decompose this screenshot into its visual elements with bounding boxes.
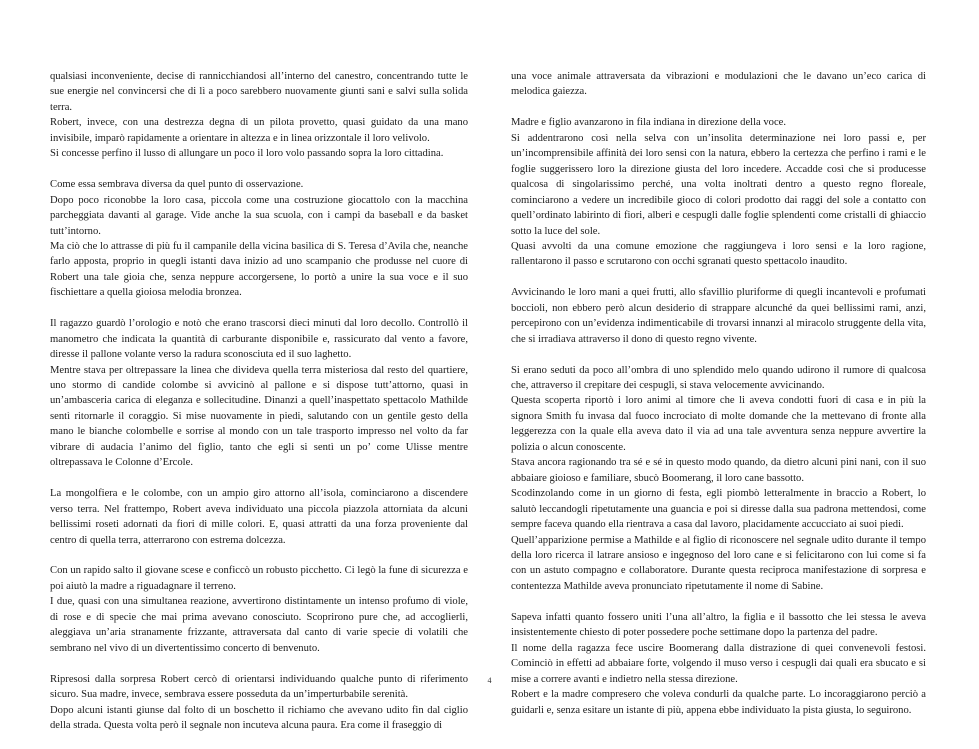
- paragraph: Madre e figlio avanzarono in fila indiana in direzione della voce.: [511, 117, 787, 129]
- paragraph: I due, quasi con una simultanea reazione, avvertirono distintamente un intenso profumo di viole, di rose e di specie che mai prima avevano conosciuto. Scoprirono pure che, ad accoglierli, aleggiava un’aria stranamente frizzante, attraversata dal canto di varie specie di volatili che sembrano nel vivo di un divertentissimo concerto di benvenuto.: [50, 596, 468, 654]
- paragraph: Dopo alcuni istanti giunse dal folto di un boschetto il richiamo che avevano udito fin dal ciglio della strada. Questa volta però il segnale non incuteva alcuna paura. Era come il fraseggio di: [50, 704, 468, 731]
- paragraph: Quasi avvolti da una comune emozione che raggiungeva i loro sensi e la loro ragione, rallentarono il passo e scrutarono con occhi sgranati questo spettacolo inaudito.: [511, 240, 926, 268]
- paragraph: Si erano seduti da poco all’ombra di uno splendido melo quando udirono il rumore di qualcosa che, attraverso il crepitare dei cespugli, si stava velocemente avvicinando.: [511, 364, 926, 392]
- paragraph: Con un rapido salto il giovane scese e conficcò un robusto picchetto. Ci legò la fune di sicurezza e poi aiutò la madre a riguadagnare il terreno.: [50, 565, 468, 592]
- paragraph: Come essa sembrava diversa da quel punto di osservazione.: [50, 179, 304, 191]
- paragraph: Il ragazzo guardò l’orologio e notò che erano trascorsi dieci minuti dal loro decollo. Controllò il manometro che indicata la quantità di carburante disponibile e, rassicurato dal vento a favore, diresse il pallone volante verso la radura sconosciuta ed il suo laghetto.: [50, 318, 468, 361]
- left-text-column: [50, 69, 468, 733]
- right-text-column: [511, 69, 926, 718]
- page-number: 4: [487, 676, 492, 685]
- paragraph: Mentre stava per oltrepassare la linea che divideva quella terra misteriosa dal resto del quartiere, uno stormo di candide colombe si avvicinò al pallone e si dispose tutt’attorno, quasi in un’ambasceria carica di eleganza e sollecitudine. Dinanzi a quell’inaspettato spettacolo Mathilde sentì ritornarle il coraggio. Si mise nuovamente in piedi, salutando con un gentile gesto della mano le bianche colombelle e sorrise al mondo con un tale trasporto impresso nel volto da far vibrare di audacia l’animo del figlio, tanto che egli si sentì un po’ come Ulisse mentre oltrepassava le Colonne d’Ercole.: [50, 364, 468, 469]
- paragraph: Stava ancora ragionando tra sé e sé in questo modo quando, da dietro alcuni pini nani, con il suo abbaiare gioioso e familiare, sbucò Boomerang, il loro cane bassotto.: [511, 457, 926, 484]
- paragraph: Quell’apparizione permise a Mathilde e al figlio di riconoscere nel segnale udito durante il tempo della loro ricerca il latrare ansioso e ingegnoso del loro cane e si felicitarono con lui come si fa con un astuto compagno e collaboratore. Durante questa reciproca manifestazione di sorpresa e contentezza Mathilde aveva pronunciato ripetutamente il nome di Sabine.: [511, 534, 926, 592]
- paragraph: Si addentrarono così nella selva con un’insolita determinazione nei loro passi e, per un’incomprensibile affinità dei loro sensi con la natura, ebbero la certezza che perfino i rami e le foglie suggerissero loro la direzione giusta del loro incedere. Accadde così che si producesse qualcosa di singolarissimo perché, una volta inoltrati dentro a questo regno floreale, cominciarono a vedere un incredibile gioco di colori prodotto dai raggi del sole a contatto con quell’ordinato labirinto di fiori, alberi e cespugli dalle foglie splendenti come cristalli di ghiaccio sotto la luce del sole.: [511, 132, 926, 237]
- paragraph: qualsiasi inconveniente, decise di rannicchiandosi all’interno del canestro, concentrando tutte le sue energie nel convincersi che di lì a poco sarebbero nuovamente giunti sani e salvi sulla solida terra.: [50, 71, 468, 113]
- paragraph: una voce animale attraversata da vibrazioni e modulazioni che le davano un’eco carica di melodica gaiezza.: [511, 71, 926, 98]
- paragraph: Sapeva infatti quanto fossero uniti l’una all’altro, la figlia e il bassotto che lei stessa le aveva insistentemente chiesto di poter possedere poche settimane dopo la partenza del padre.: [511, 611, 926, 639]
- paragraph: Il nome della ragazza fece uscire Boomerang dalla distrazione di quei convenevoli festosi. Cominciò in effetti ad abbaiare forte, volgendo il muso verso i cespugli dai quali era sbucato e si mise a correre avanti e indietro nella stessa direzione.: [511, 642, 926, 685]
- paragraph: Robert e la madre compresero che voleva condurli da qualche parte. Lo incoraggiarono perciò a guidarli e, senza esitare un istante di più, appena ebbe individuato la pista giusta, lo seguirono.: [511, 689, 926, 716]
- paragraph: Si concesse perfino il lusso di allungare un poco il loro volo passando sopra la loro cittadina.: [50, 148, 444, 160]
- paragraph: Questa scoperta riportò i loro animi al timore che li aveva condotti fuori di casa e in più la signora Smith fu invasa dal fuoco incrociato di molte domande che la mettevano di fronte alla leggerezza con la quale ella aveva dato il via ad una tale avventura senza neppure avvertire la polizia o alcun conoscente.: [511, 395, 926, 453]
- paragraph: Robert, invece, con una destrezza degna di un pilota provetto, quasi guidato da una mano invisibile, imparò rapidamente a orientare in altezza e in linea orizzontale il loro velivolo.: [50, 117, 468, 144]
- paragraph: Ma ciò che lo attrasse di più fu il campanile della vicina basilica di S. Teresa d’Avila che, neanche farlo apposta, proprio in quegli istanti dava inizio ad uno scampanio che produsse nel cuore di Robert una tale gioia che, senza neppure accorgersene, lo portò a unire la sua voce e il suo fischiettare a quella gioiosa melodia bronzea.: [50, 240, 468, 299]
- paragraph: Avvicinando le loro mani a quei frutti, allo sfavillio pluriforme di quegli incantevoli e profumati boccioli, non ebbero però alcun desiderio di strappare alcunché da quei bellissimi rami, anzi, percepirono con un’evidenza indimenticabile di trovarsi innanzi al miracolo struggente della vita, che si irradiava attraverso il dono di questo regno vivente.: [511, 287, 926, 345]
- paragraph: Scodinzolando come in un giorno di festa, egli piombò letteralmente in braccio a Robert, lo salutò leccandogli ripetutamente una guancia e poi si diresse dalla sua padrona mettendosi, come sempre faceva quando ella rientrava a casa dal lavoro, placidamente accucciato ai suoi piedi.: [511, 488, 926, 531]
- paragraph: La mongolfiera e le colombe, con un ampio giro attorno all’isola, cominciarono a discendere verso terra. Nel frattempo, Robert aveva individuato una piccola piazzola attorniata da alcuni bellissimi roseti adornati da fiori di mille colori. E, quasi attratti da una forza proveniente dal centro di quella terra, atterrarono con estrema dolcezza.: [50, 488, 468, 546]
- paragraph: Dopo poco riconobbe la loro casa, piccola come una costruzione giocattolo con la macchina parcheggiata davanti al garage. Vide anche la sua scuola, con i campi da baseball e da basket tutt’intorno.: [50, 194, 468, 237]
- paragraph: Ripresosi dalla sorpresa Robert cercò di orientarsi individuando qualche punto di riferimento sicuro. Sua madre, invece, sembrava essere posseduta da un’imperturbabile serenità.: [50, 673, 468, 701]
